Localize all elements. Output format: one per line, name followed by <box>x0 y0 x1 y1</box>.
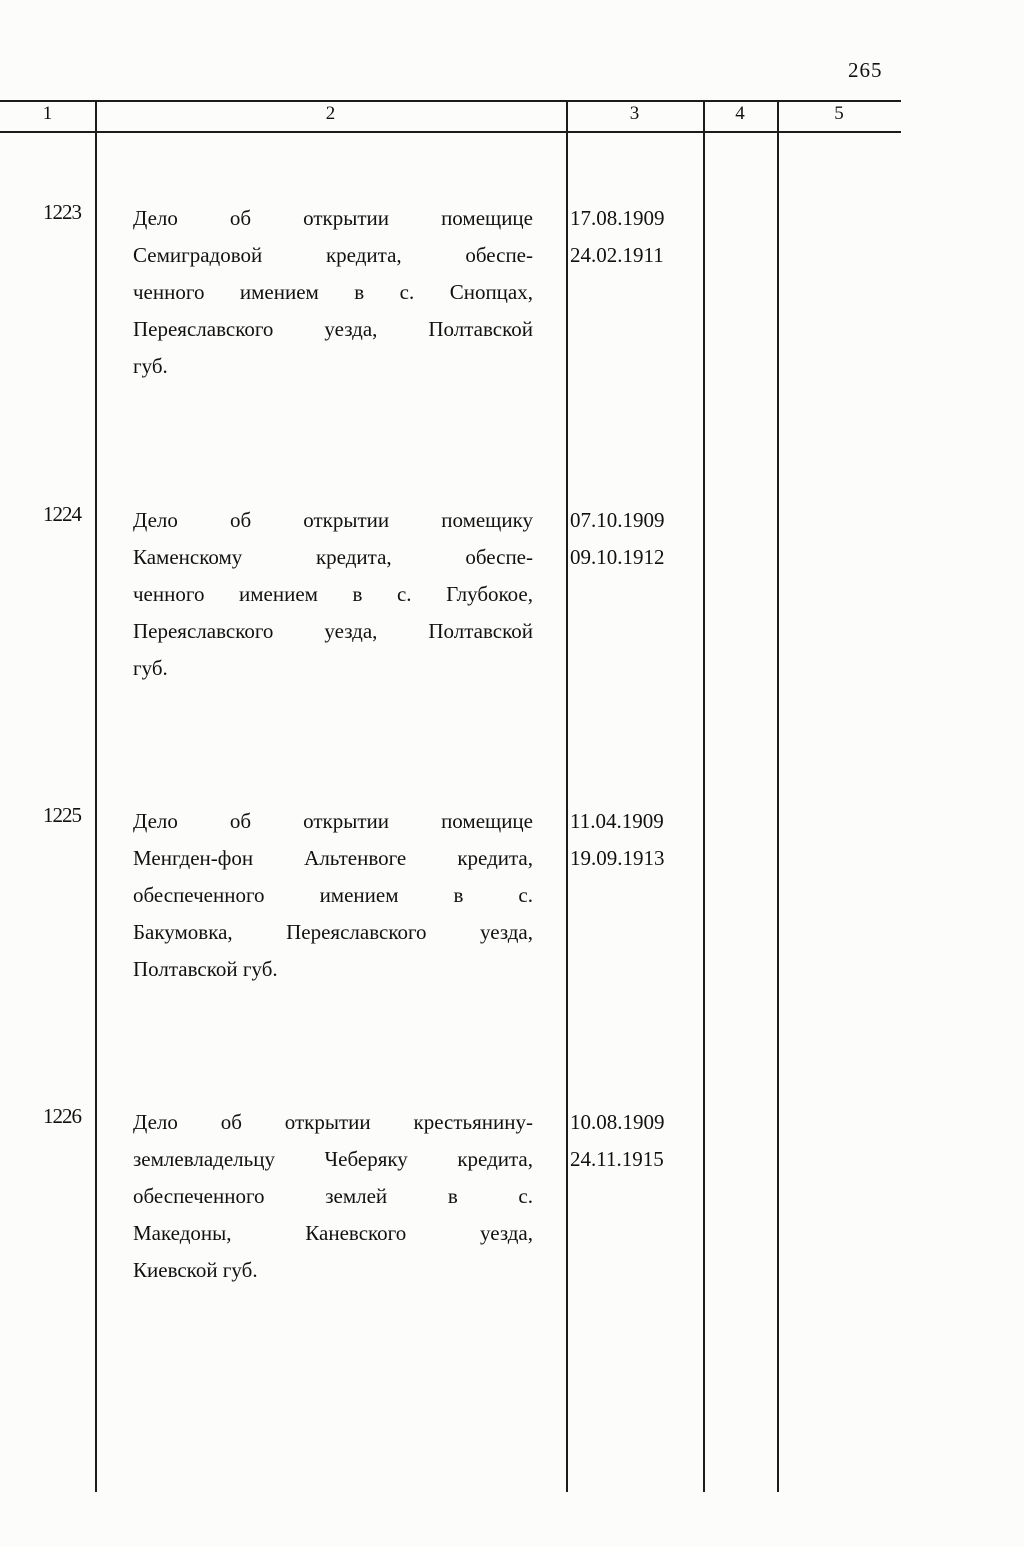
description-line: Киевской губ. <box>133 1258 258 1282</box>
case-number: 1224 <box>43 502 81 526</box>
case-number: 1225 <box>43 803 81 827</box>
date-start: 11.04.1909 <box>570 809 664 833</box>
column-header-3: 3 <box>629 103 640 124</box>
case-dates <box>570 1104 698 1178</box>
case-number: 1223 <box>43 200 81 224</box>
description-line: обеспеченного имением в с. <box>133 883 533 907</box>
description-line: Полтавской губ. <box>133 957 278 981</box>
date-end: 19.09.1913 <box>570 846 665 870</box>
description-line: Дело об открытии крестьянину- <box>133 1110 533 1134</box>
description-line: ченного имением в с. Глубокое, <box>133 582 533 606</box>
case-description <box>133 200 533 385</box>
column-header-5: 5 <box>834 103 844 124</box>
table-row <box>0 502 1024 804</box>
date-start: 10.08.1909 <box>570 1110 665 1134</box>
case-dates <box>570 200 698 274</box>
column-header-4: 4 <box>735 103 745 124</box>
description-line: губ. <box>133 354 168 378</box>
column-header-1: 1 <box>42 103 53 124</box>
case-description <box>133 1104 533 1289</box>
description-line: Бакумовка, Переяславского уезда, <box>133 920 533 944</box>
table-top-rule <box>0 100 901 102</box>
date-end: 09.10.1912 <box>570 545 665 569</box>
case-number: 1226 <box>43 1104 81 1128</box>
description-line: Дело об открытии помещице <box>133 809 533 833</box>
description-line: ченного имением в с. Снопцах, <box>133 280 533 304</box>
case-dates <box>570 803 698 877</box>
date-start: 07.10.1909 <box>570 508 665 532</box>
table-row <box>0 200 1024 502</box>
date-end: 24.11.1915 <box>570 1147 664 1171</box>
description-line: Дело об открытии помещице <box>133 206 533 230</box>
case-description <box>133 502 533 687</box>
table-header-rule <box>0 131 901 133</box>
date-start: 17.08.1909 <box>570 206 665 230</box>
description-line: обеспеченного землей в с. <box>133 1184 533 1208</box>
description-line: Менгден-фон Альтенвоге кредита, <box>133 846 533 870</box>
table-row <box>0 803 1024 1105</box>
description-line: Македоны, Каневского уезда, <box>133 1221 533 1245</box>
description-line: Дело об открытии помещику <box>133 508 533 532</box>
table-row <box>0 1104 1024 1406</box>
case-description <box>133 803 533 988</box>
column-header-2: 2 <box>325 103 336 124</box>
case-dates <box>570 502 698 576</box>
description-line: Каменскому кредита, обеспе- <box>133 545 533 569</box>
page-number: 265 <box>848 58 883 82</box>
description-line: Семиградовой кредита, обеспе- <box>133 243 533 267</box>
description-line: губ. <box>133 656 168 680</box>
date-end: 24.02.1911 <box>570 243 664 267</box>
description-line: Переяславского уезда, Полтавской <box>133 317 533 341</box>
description-line: землевладельцу Чеберяку кредита, <box>133 1147 533 1171</box>
description-line: Переяславского уезда, Полтавской <box>133 619 533 643</box>
